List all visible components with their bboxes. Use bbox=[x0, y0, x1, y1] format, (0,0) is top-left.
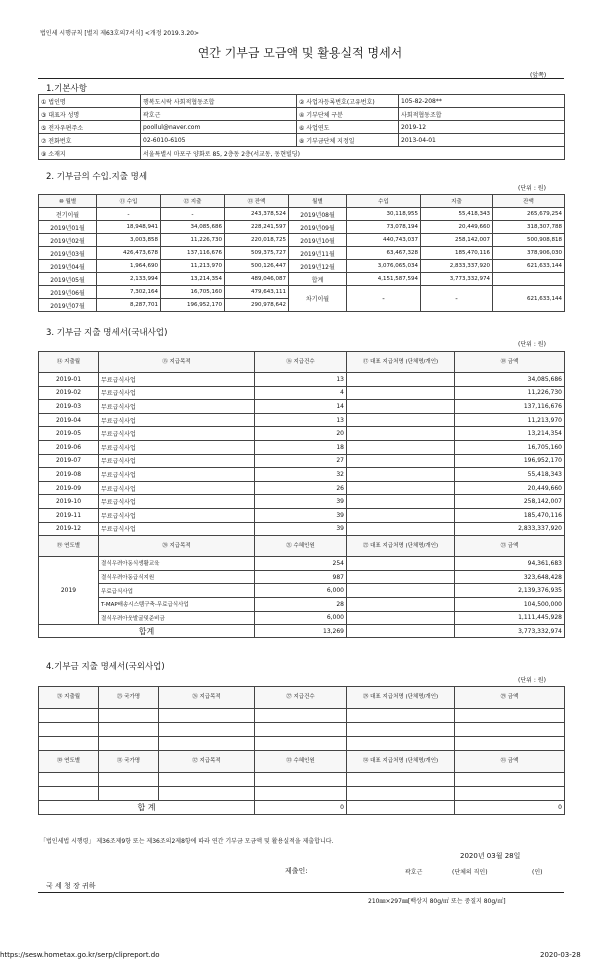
purpose-cell: 결식우려아웃발굴및준비금 bbox=[99, 611, 255, 625]
basic-info-row bbox=[39, 134, 565, 147]
info-value: poollul@naver.com bbox=[141, 121, 297, 134]
payee-cell bbox=[347, 468, 455, 482]
column-header: ㉗ 지급건수 bbox=[255, 687, 347, 709]
info-value: 02-6010-6105 bbox=[141, 134, 297, 147]
month-cell: 2019년01월 bbox=[39, 221, 97, 234]
purpose-cell: 결식우려아동식생활교육 bbox=[99, 557, 255, 571]
column-header: ⑱ 금액 bbox=[455, 352, 565, 373]
amount-cell: 2,139,376,935 bbox=[455, 584, 565, 598]
column-header: ㉞ 대표 지급처명 (단체명/개인) bbox=[347, 751, 455, 773]
column-header: ⑩ 월별 bbox=[39, 195, 97, 208]
year-cell: 2019 bbox=[39, 557, 99, 625]
info-value: 2013-04-01 bbox=[399, 134, 565, 147]
month-row bbox=[39, 234, 565, 247]
column-header: ⑮ 지급목적 bbox=[99, 352, 255, 373]
amount-cell: 323,648,428 bbox=[455, 570, 565, 584]
purpose-cell: 무료급식사업 bbox=[99, 454, 255, 468]
expense-row bbox=[39, 427, 565, 441]
amount-cell: 265,679,254 bbox=[493, 208, 565, 221]
count-cell: 39 bbox=[255, 508, 347, 522]
basic-info-row bbox=[39, 108, 565, 121]
expense-row bbox=[39, 481, 565, 495]
section2-title: 2. 기부금의 수입.지출 명세 bbox=[46, 172, 148, 182]
print-date: 2020-03-28 bbox=[540, 951, 581, 959]
info-label: ③ 대표자 성명 bbox=[39, 108, 141, 121]
amount-cell: 1,111,445,928 bbox=[455, 611, 565, 625]
amount-cell: 16,705,160 bbox=[161, 286, 225, 299]
month-cell: 2019년07월 bbox=[39, 299, 97, 312]
amount-cell: 20,449,660 bbox=[421, 221, 493, 234]
domestic-expense-table bbox=[38, 351, 565, 638]
purpose-cell: 무료급식사업 bbox=[99, 468, 255, 482]
info-label: ① 법인명 bbox=[39, 95, 141, 108]
submitter-name: 곽호근 bbox=[405, 869, 423, 876]
amount-cell: 137,116,676 bbox=[455, 400, 565, 414]
amount-cell: 440,743,037 bbox=[347, 234, 421, 247]
column-header: 잔액 bbox=[493, 195, 565, 208]
column-header: ㉕ 국가명 bbox=[99, 687, 159, 709]
amount-cell: 220,018,725 bbox=[225, 234, 289, 247]
submitter-label: 제출인: bbox=[285, 867, 308, 875]
total-label: 합계 bbox=[39, 625, 255, 638]
month-cell: 2019-02 bbox=[39, 386, 99, 400]
payee-cell bbox=[347, 508, 455, 522]
column-header: ㉓ 금액 bbox=[455, 536, 565, 557]
count-cell: 27 bbox=[255, 454, 347, 468]
carry-label: 차기이월 bbox=[289, 286, 347, 312]
month-cell: 2019-03 bbox=[39, 400, 99, 414]
amount-cell: 3,076,065,034 bbox=[347, 260, 421, 273]
total-label: 합 계 bbox=[39, 801, 255, 815]
column-header: 월별 bbox=[289, 195, 347, 208]
month-row bbox=[39, 260, 565, 273]
expense-row bbox=[39, 413, 565, 427]
amount-cell: 228,241,597 bbox=[225, 221, 289, 234]
month-cell: 2019년04월 bbox=[39, 260, 97, 273]
total-row bbox=[39, 625, 565, 638]
expense-row bbox=[39, 386, 565, 400]
amount-cell: 16,705,160 bbox=[455, 440, 565, 454]
amount-cell: 479,643,111 bbox=[225, 286, 289, 299]
amount-cell: 2,133,994 bbox=[97, 273, 161, 286]
info-label: ⑦ 전화번호 bbox=[39, 134, 141, 147]
amount-cell: 290,978,642 bbox=[225, 299, 289, 312]
amount-cell: 196,952,170 bbox=[161, 299, 225, 312]
title-rule bbox=[38, 78, 564, 79]
column-header: ㉙ 금액 bbox=[455, 687, 565, 709]
payee-cell bbox=[347, 400, 455, 414]
payee-cell bbox=[347, 373, 455, 387]
carry-cell: - bbox=[421, 286, 493, 312]
info-label: ④ 기부단체 구분 bbox=[297, 108, 399, 121]
purpose-cell: 무료급식사업 bbox=[99, 413, 255, 427]
month-cell: 2019년06월 bbox=[39, 286, 97, 299]
income-expense-table bbox=[38, 194, 565, 312]
amount-cell: 7,302,164 bbox=[97, 286, 161, 299]
month-cell: 2019년12월 bbox=[289, 260, 347, 273]
beneficiaries-cell: 987 bbox=[255, 570, 347, 584]
payee-cell bbox=[347, 597, 455, 611]
month-cell: 2019-08 bbox=[39, 468, 99, 482]
info-value: 105-82-208** bbox=[399, 95, 565, 108]
expense-row bbox=[39, 454, 565, 468]
column-header: ⑳ 지급목적 bbox=[99, 536, 255, 557]
amount-cell: 18,948,941 bbox=[97, 221, 161, 234]
month-cell: 2019-11 bbox=[39, 508, 99, 522]
amount-cell: 13,214,354 bbox=[455, 427, 565, 441]
column-header: ㉔ 지출월 bbox=[39, 687, 99, 709]
info-label: ② 사업자등록번호(고유번호) bbox=[297, 95, 399, 108]
section4-title: 4.기부금 지출 명세서(국외사업) bbox=[46, 662, 165, 672]
month-cell: 2019년08월 bbox=[289, 208, 347, 221]
amount-cell: 4,151,587,594 bbox=[347, 273, 421, 286]
purpose-cell: 무료급식사업 bbox=[99, 584, 255, 598]
amount-cell: 258,142,007 bbox=[421, 234, 493, 247]
payee-cell bbox=[347, 427, 455, 441]
total-count: 13,269 bbox=[255, 625, 347, 638]
seal-mark: (인) bbox=[532, 869, 543, 876]
amount-cell: 55,418,343 bbox=[455, 468, 565, 482]
month-cell: 2019-04 bbox=[39, 413, 99, 427]
month-cell: 2019-05 bbox=[39, 427, 99, 441]
purpose-cell: 무료급식사업 bbox=[99, 522, 255, 536]
section1-title: 1.기본사항 bbox=[46, 84, 87, 94]
column-header: ⑪ 수입 bbox=[97, 195, 161, 208]
month-row bbox=[39, 208, 565, 221]
basic-info-row bbox=[39, 95, 565, 108]
payee-cell bbox=[347, 481, 455, 495]
carry-cell: - bbox=[347, 286, 421, 312]
header-row bbox=[39, 687, 565, 709]
info-value: 사회적협동조합 bbox=[399, 108, 565, 121]
count-cell: 13 bbox=[255, 373, 347, 387]
count-cell: 39 bbox=[255, 522, 347, 536]
amount-cell: 500,126,447 bbox=[225, 260, 289, 273]
column-header: ⑲ 연도별 bbox=[39, 536, 99, 557]
empty-row bbox=[39, 709, 565, 723]
month-row bbox=[39, 273, 565, 286]
amount-cell: 185,470,116 bbox=[421, 247, 493, 260]
amount-cell: 73,078,194 bbox=[347, 221, 421, 234]
payee-cell bbox=[347, 495, 455, 509]
amount-cell: 30,118,955 bbox=[347, 208, 421, 221]
column-header: ㉚ 연도별 bbox=[39, 751, 99, 773]
month-cell: 합계 bbox=[289, 273, 347, 286]
info-label: ⑤ 전자우편주소 bbox=[39, 121, 141, 134]
basic-info-table bbox=[38, 94, 565, 160]
amount-cell: 489,046,087 bbox=[225, 273, 289, 286]
count-cell: 39 bbox=[255, 495, 347, 509]
amount-cell: 104,500,000 bbox=[455, 597, 565, 611]
expense-row bbox=[39, 400, 565, 414]
count-cell: 20 bbox=[255, 427, 347, 441]
expense-row bbox=[39, 373, 565, 387]
amount-cell: 185,470,116 bbox=[455, 508, 565, 522]
amount-cell: 11,213,970 bbox=[455, 413, 565, 427]
beneficiary-row bbox=[39, 584, 565, 598]
section2-unit: (단위 : 원) bbox=[518, 185, 546, 192]
amount-cell: 20,449,660 bbox=[455, 481, 565, 495]
expense-row bbox=[39, 440, 565, 454]
info-label: ⑧ 기부금단체 지정일 bbox=[297, 134, 399, 147]
section3-title: 3. 기부금 지출 명세서(국내사업) bbox=[46, 328, 168, 338]
amount-cell: 500,908,818 bbox=[493, 234, 565, 247]
month-row bbox=[39, 221, 565, 234]
footer-rule bbox=[38, 892, 564, 893]
payee-cell bbox=[347, 557, 455, 571]
header-row bbox=[39, 536, 565, 557]
info-value: 곽호근 bbox=[141, 108, 297, 121]
column-header: ⑭ 지출월 bbox=[39, 352, 99, 373]
amount-cell: 8,287,701 bbox=[97, 299, 161, 312]
empty-row bbox=[39, 787, 565, 801]
column-header: ㉛ 국가명 bbox=[99, 751, 159, 773]
amount-cell: 243,378,524 bbox=[225, 208, 289, 221]
amount-cell: - bbox=[97, 208, 161, 221]
empty-row bbox=[39, 773, 565, 787]
submitter-seal-note: (단체의 직인) bbox=[452, 869, 488, 876]
count-cell: 18 bbox=[255, 440, 347, 454]
info-value: 행복도시락 사회적협동조합 bbox=[141, 95, 297, 108]
beneficiary-row bbox=[39, 557, 565, 571]
purpose-cell: T-MAP배송시스템구축-무료급식사업 bbox=[99, 597, 255, 611]
payee-cell bbox=[347, 454, 455, 468]
expense-row bbox=[39, 495, 565, 509]
beneficiary-row bbox=[39, 570, 565, 584]
submission-date: 2020년 03월 28일 bbox=[460, 852, 521, 860]
paper-spec: 210㎜×297㎜[백상지 80g/㎡ 또는 중질지 80g/㎡] bbox=[368, 898, 506, 905]
amount-cell: 258,142,007 bbox=[455, 495, 565, 509]
column-header: ㉘ 대표 지급처명 (단체명/개인) bbox=[347, 687, 455, 709]
carry-cell: 621,633,144 bbox=[493, 286, 565, 312]
month-cell: 2019-07 bbox=[39, 454, 99, 468]
beneficiaries-cell: 254 bbox=[255, 557, 347, 571]
beneficiaries-cell: 6,000 bbox=[255, 611, 347, 625]
empty-row bbox=[39, 737, 565, 751]
section3-unit: (단위 : 원) bbox=[518, 341, 546, 348]
header-row bbox=[39, 352, 565, 373]
count-cell: 13 bbox=[255, 413, 347, 427]
amount-cell: 3,773,332,974 bbox=[421, 273, 493, 286]
month-cell: 2019년05월 bbox=[39, 273, 97, 286]
month-cell: 전기이월 bbox=[39, 208, 97, 221]
amount-cell: 2,833,337,920 bbox=[455, 522, 565, 536]
purpose-cell: 무료급식사업 bbox=[99, 440, 255, 454]
month-cell: 2019년03월 bbox=[39, 247, 97, 260]
payee-cell bbox=[347, 522, 455, 536]
info-label: ⑥ 사업연도 bbox=[297, 121, 399, 134]
payee-cell bbox=[347, 386, 455, 400]
amount-cell: 509,375,727 bbox=[225, 247, 289, 260]
total-row bbox=[39, 801, 565, 815]
address-label: ⑨ 소재지 bbox=[39, 147, 141, 160]
amount-cell: 378,906,030 bbox=[493, 247, 565, 260]
amount-cell: 11,226,730 bbox=[161, 234, 225, 247]
section4-unit: (단위 : 원) bbox=[518, 677, 546, 684]
amount-cell: 1,964,690 bbox=[97, 260, 161, 273]
column-header: ⑬ 잔액 bbox=[225, 195, 289, 208]
basic-info-row bbox=[39, 147, 565, 160]
count-cell: 26 bbox=[255, 481, 347, 495]
beneficiaries-cell: 28 bbox=[255, 597, 347, 611]
document-title: 연간 기부금 모금액 및 활용실적 명세서 bbox=[197, 46, 403, 60]
empty-row bbox=[39, 723, 565, 737]
month-cell: 2019-09 bbox=[39, 481, 99, 495]
column-header: ㉜ 지급목적 bbox=[159, 751, 255, 773]
recipient: 국 세 청 장 귀하 bbox=[46, 882, 96, 890]
amount-cell: 63,467,328 bbox=[347, 247, 421, 260]
amount-cell: 196,952,170 bbox=[455, 454, 565, 468]
info-value: 2019-12 bbox=[399, 121, 565, 134]
expense-row bbox=[39, 522, 565, 536]
month-row bbox=[39, 286, 565, 299]
amount-cell: 34,085,686 bbox=[161, 221, 225, 234]
month-cell: 2019년10월 bbox=[289, 234, 347, 247]
page-url: https://sesw.hometax.go.kr/serp/clipreport.do bbox=[0, 951, 160, 959]
address-value: 서울특별시 마포구 양화로 85, 2층동 2층(서교동, 동현빌딩) bbox=[141, 147, 565, 160]
amount-cell: 318,307,788 bbox=[493, 221, 565, 234]
purpose-cell: 무료급식사업 bbox=[99, 400, 255, 414]
amount-cell: 3,003,858 bbox=[97, 234, 161, 247]
header-row bbox=[39, 195, 565, 208]
amount-cell: 13,214,354 bbox=[161, 273, 225, 286]
total-count: 0 bbox=[255, 801, 347, 815]
payee-cell bbox=[347, 413, 455, 427]
month-cell: 2019년02월 bbox=[39, 234, 97, 247]
column-header: ㉖ 지급목적 bbox=[159, 687, 255, 709]
beneficiary-row bbox=[39, 611, 565, 625]
column-header: ㉝ 수혜인원 bbox=[255, 751, 347, 773]
total-amount: 3,773,332,974 bbox=[455, 625, 565, 638]
beneficiary-row bbox=[39, 597, 565, 611]
total-amount: 0 bbox=[455, 801, 565, 815]
basic-info-row bbox=[39, 121, 565, 134]
column-header: ㉑ 수혜인원 bbox=[255, 536, 347, 557]
amount-cell: 55,418,343 bbox=[421, 208, 493, 221]
payee-cell bbox=[347, 611, 455, 625]
expense-row bbox=[39, 508, 565, 522]
amount-cell: 2,833,337,920 bbox=[421, 260, 493, 273]
payee-cell bbox=[347, 440, 455, 454]
purpose-cell: 무료급식사업 bbox=[99, 481, 255, 495]
amount-cell: 94,361,683 bbox=[455, 557, 565, 571]
amount-cell: - bbox=[161, 208, 225, 221]
month-cell: 2019년11월 bbox=[289, 247, 347, 260]
submission-statement: 「법인세법 시행령」 제36조제9항 또는 제36조의2제8항에 따라 연간 기부금 모금액 및 활용실적을 제출합니다. bbox=[40, 838, 334, 845]
form-reference: 법인세 시행규칙 [별지 제63호의7서식] <개정 2019.3.20> bbox=[40, 30, 199, 37]
page-side: (앞쪽) bbox=[530, 72, 547, 79]
expense-row bbox=[39, 468, 565, 482]
month-cell: 2019-01 bbox=[39, 373, 99, 387]
count-cell: 32 bbox=[255, 468, 347, 482]
month-row bbox=[39, 247, 565, 260]
payee-cell bbox=[347, 570, 455, 584]
column-header: ⑰ 대표 지급처명 (단체명/개인) bbox=[347, 352, 455, 373]
payee-cell bbox=[347, 584, 455, 598]
purpose-cell: 무료급식사업 bbox=[99, 386, 255, 400]
column-header: ㉟ 금액 bbox=[455, 751, 565, 773]
month-cell: 2019-10 bbox=[39, 495, 99, 509]
purpose-cell: 무료급식사업 bbox=[99, 495, 255, 509]
column-header: 지출 bbox=[421, 195, 493, 208]
amount-cell bbox=[493, 273, 565, 286]
month-cell: 2019-12 bbox=[39, 522, 99, 536]
header-row bbox=[39, 751, 565, 773]
amount-cell: 137,116,676 bbox=[161, 247, 225, 260]
purpose-cell: 무료급식사업 bbox=[99, 508, 255, 522]
purpose-cell: 무료급식사업 bbox=[99, 427, 255, 441]
purpose-cell: 무료급식사업 bbox=[99, 373, 255, 387]
count-cell: 4 bbox=[255, 386, 347, 400]
column-header: ⑯ 지급건수 bbox=[255, 352, 347, 373]
month-cell: 2019-06 bbox=[39, 440, 99, 454]
amount-cell: 34,085,686 bbox=[455, 373, 565, 387]
overseas-expense-table bbox=[38, 686, 565, 815]
count-cell: 14 bbox=[255, 400, 347, 414]
amount-cell: 11,226,730 bbox=[455, 386, 565, 400]
month-cell: 2019년09월 bbox=[289, 221, 347, 234]
beneficiaries-cell: 6,000 bbox=[255, 584, 347, 598]
column-header: 수입 bbox=[347, 195, 421, 208]
purpose-cell: 결식우려아동급식지원 bbox=[99, 570, 255, 584]
amount-cell: 426,473,678 bbox=[97, 247, 161, 260]
column-header: ㉒ 대표 지급처명 (단체명/개인) bbox=[347, 536, 455, 557]
amount-cell: 621,633,144 bbox=[493, 260, 565, 273]
amount-cell: 11,213,970 bbox=[161, 260, 225, 273]
column-header: ⑫ 지출 bbox=[161, 195, 225, 208]
